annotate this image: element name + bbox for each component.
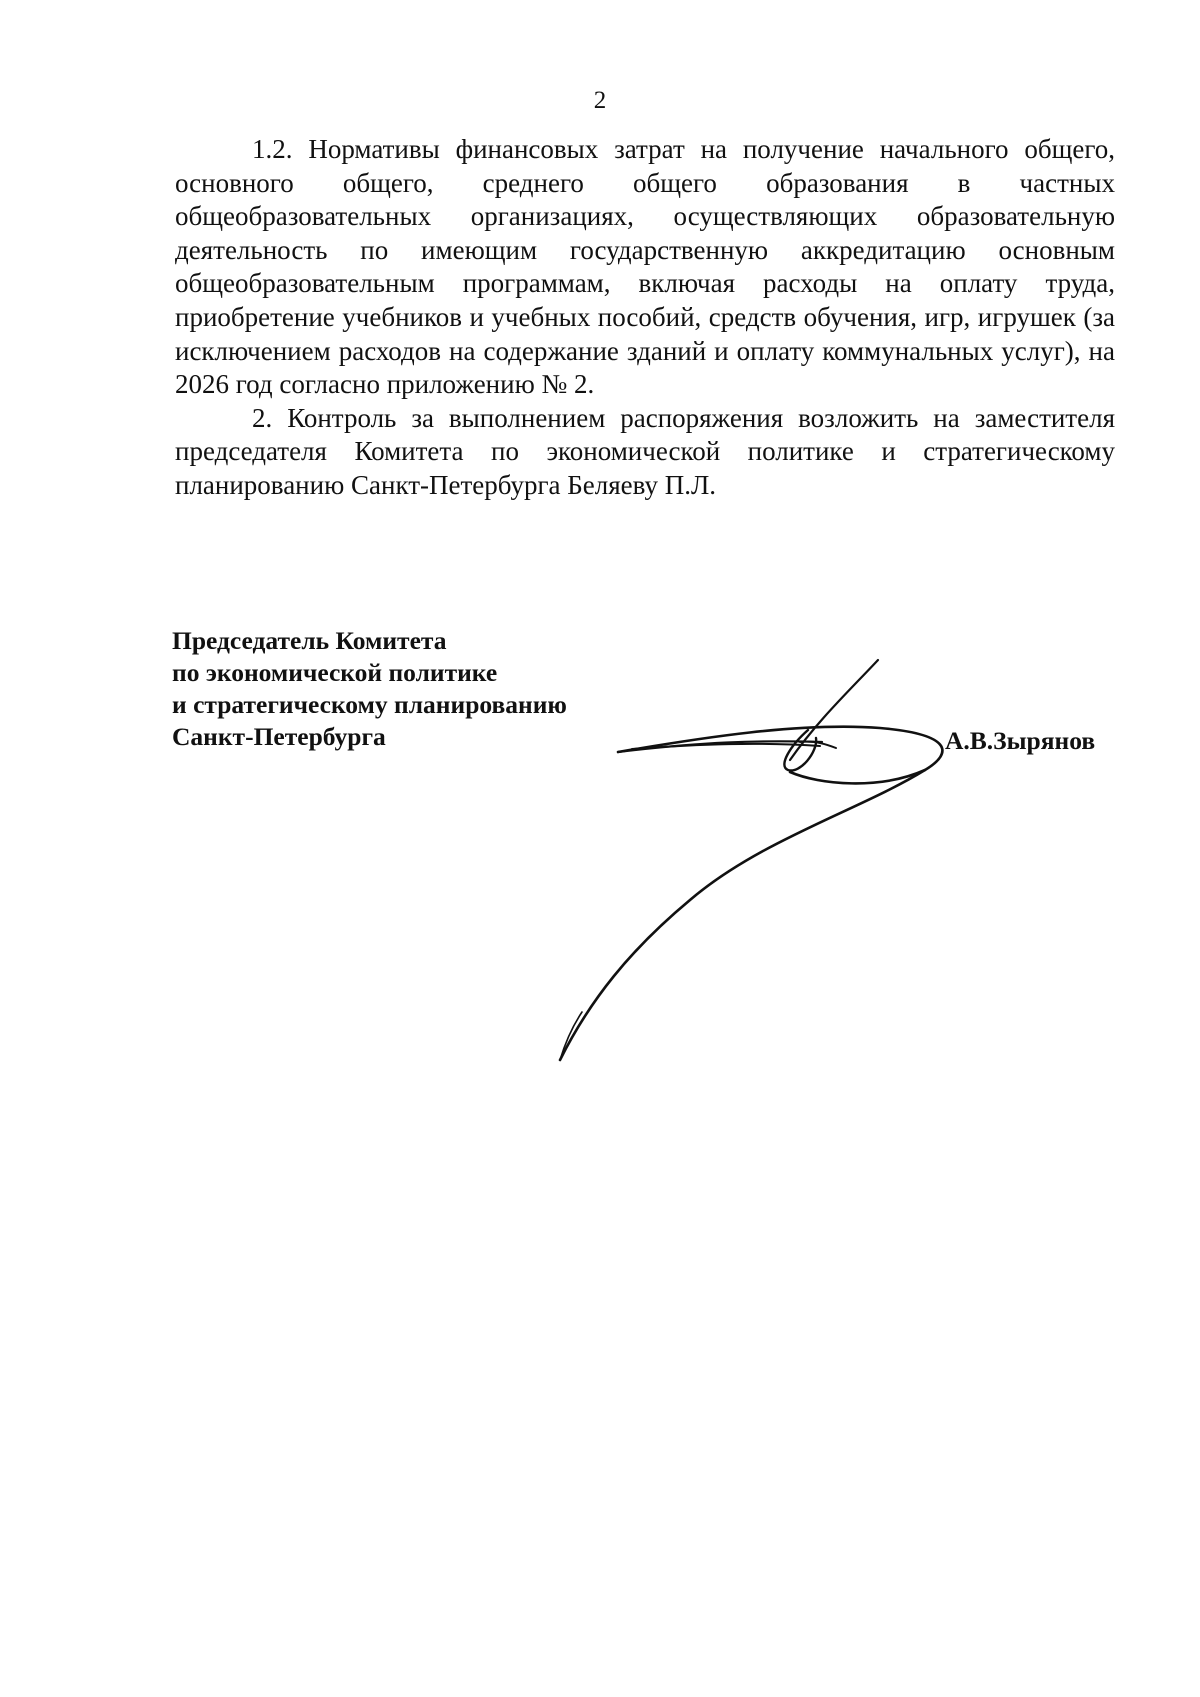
paragraph-2: 2. Контроль за выполнением распоряжения возложить на заместителя председателя Комитета по экономической политике и стратегическому планированию Санкт-Петербурга Беляеву П.Л. [175, 402, 1115, 500]
document-body [175, 133, 1115, 503]
signatory-title-line: Председатель Комитета [172, 626, 447, 655]
signatory-title-block [172, 625, 567, 753]
signatory-title-line: и стратегическому планированию [172, 690, 567, 719]
signatory-title-line: Санкт-Петербурга [172, 722, 386, 751]
page-number: 2 [593, 87, 607, 114]
signatory-name: А.В.Зырянов [945, 726, 1096, 755]
signatory-title-line: по экономической политике [172, 658, 498, 687]
paragraph-1-2: 1.2. Нормативы финансовых затрат на получение начального общего, основного общего, среднего общего образования в частных общеобразовательных организациях, осуществляющих образовательную деятельность по имеющим государственную аккредитацию основным общеобразовательным программам, включая расходы на оплату труда, приобретение учебников и учебных пособий, средств обучения, игр, игрушек (за исключением расходов на содержание зданий и оплату коммунальных услуг), на 2026 год согласно приложению № 2. [175, 134, 1115, 400]
